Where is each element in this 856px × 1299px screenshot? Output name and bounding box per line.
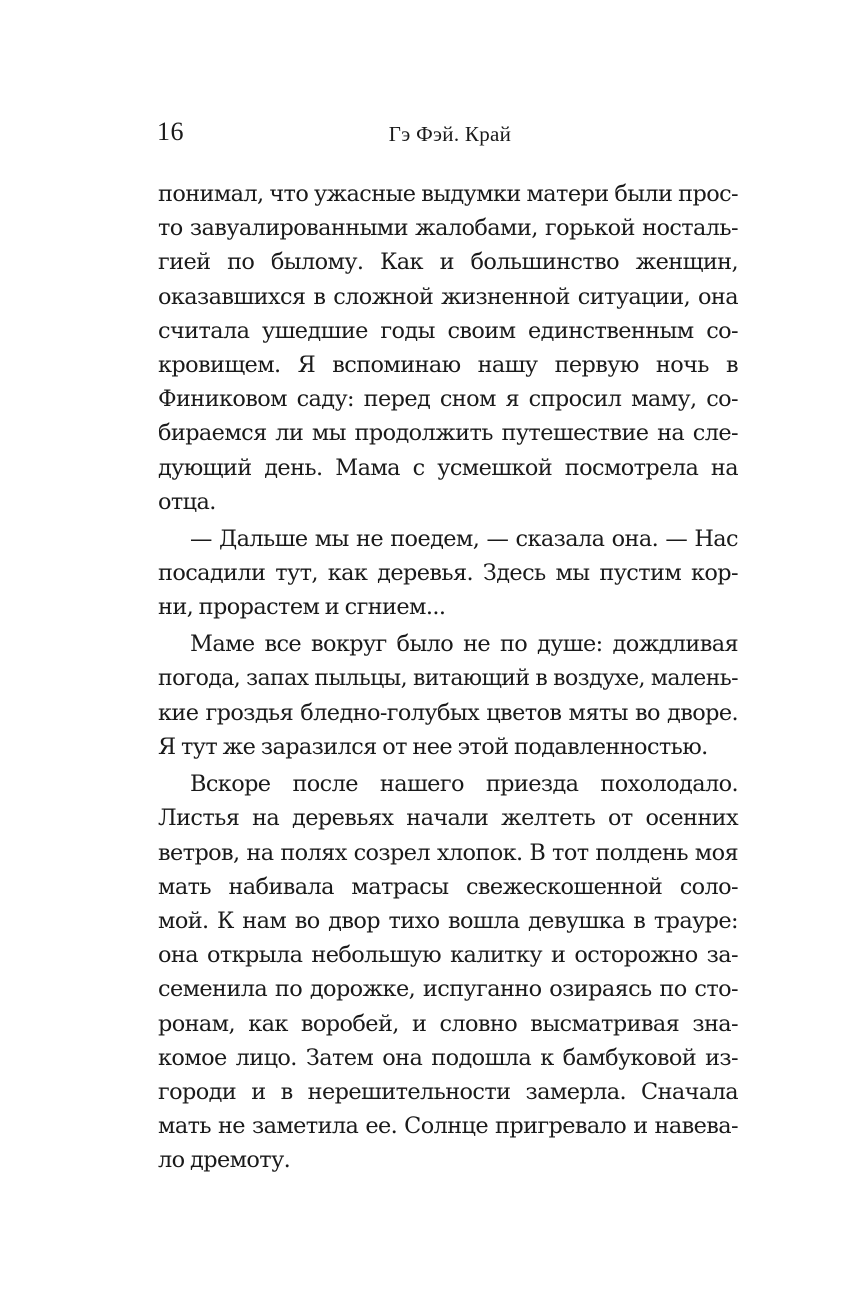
text-line: гией по былому. Как и большинство женщин, — [158, 249, 738, 276]
text-line: ло дремоту. — [158, 1147, 291, 1174]
text-line: мать не заметила ее. Солнце пригревало и навева- — [158, 1113, 738, 1140]
text-line: мой. К нам во двор тихо вошла девушка в трауре: — [158, 907, 738, 934]
text-line: Финиковом саду: перед сном я спросил маму, со- — [158, 386, 738, 413]
text-line: понимал, что ужасные выдумки матери были прос- — [158, 181, 738, 207]
text-line: ронам, как воробей, и словно высматривая зна- — [158, 1010, 738, 1037]
text-line: комое лицо. Затем она подошла к бамбуковой из- — [158, 1044, 738, 1071]
text-line: кие гроздья бледно-голубых цветов мяты во дворе. — [158, 699, 738, 726]
dialogue-line: — Дальше мы не поедем, — сказала она. — Нас — [190, 525, 738, 552]
text-line: отца. — [158, 488, 216, 515]
text-line: оказавшихся в сложной жизненной ситуации, она — [158, 283, 738, 310]
text-line: то завуалированными жалобами, горькой носталь- — [158, 215, 738, 242]
text-line: она открыла небольшую калитку и осторожно за- — [158, 942, 738, 969]
text-line: посадили тут, как деревья. Здесь мы пустим кор- — [158, 560, 738, 587]
text-line: погода, запах пыльцы, витающий в воздухе, малень- — [158, 665, 738, 691]
body-text — [158, 177, 738, 1177]
text-line: семенила по дорожке, испуганно озираясь по сто- — [158, 976, 738, 1003]
text-line: считала ушедшие годы своим единственным со- — [158, 317, 738, 344]
text-line: Вскоре после нашего приезда похолодало. — [190, 771, 738, 798]
text-line: дующий день. Мама с усмешкой посмотрела на — [158, 454, 738, 481]
text-line: ветров, на полях созрел хлопок. В тот полдень моя — [158, 839, 738, 866]
text-line: бираемся ли мы продолжить путешествие на сле- — [158, 420, 738, 447]
running-title: Гэ Фэй. Край — [388, 122, 512, 146]
text-line: кровищем. Я вспоминаю нашу первую ночь в — [158, 351, 738, 378]
text-line: мать набивала матрасы свежескошенной соло- — [158, 873, 738, 900]
page-number: 16 — [157, 117, 184, 146]
text-line: городи и в нерешительности замерла. Сначала — [158, 1078, 738, 1105]
text-line: ни, прорастем и сгнием... — [158, 594, 446, 621]
text-line: Маме все вокруг было не по душе: дождливая — [190, 631, 738, 658]
text-line: Листья на деревьях начали желтеть от осенних — [158, 805, 738, 832]
text-line: Я тут же заразился от нее этой подавленностью. — [158, 734, 708, 760]
